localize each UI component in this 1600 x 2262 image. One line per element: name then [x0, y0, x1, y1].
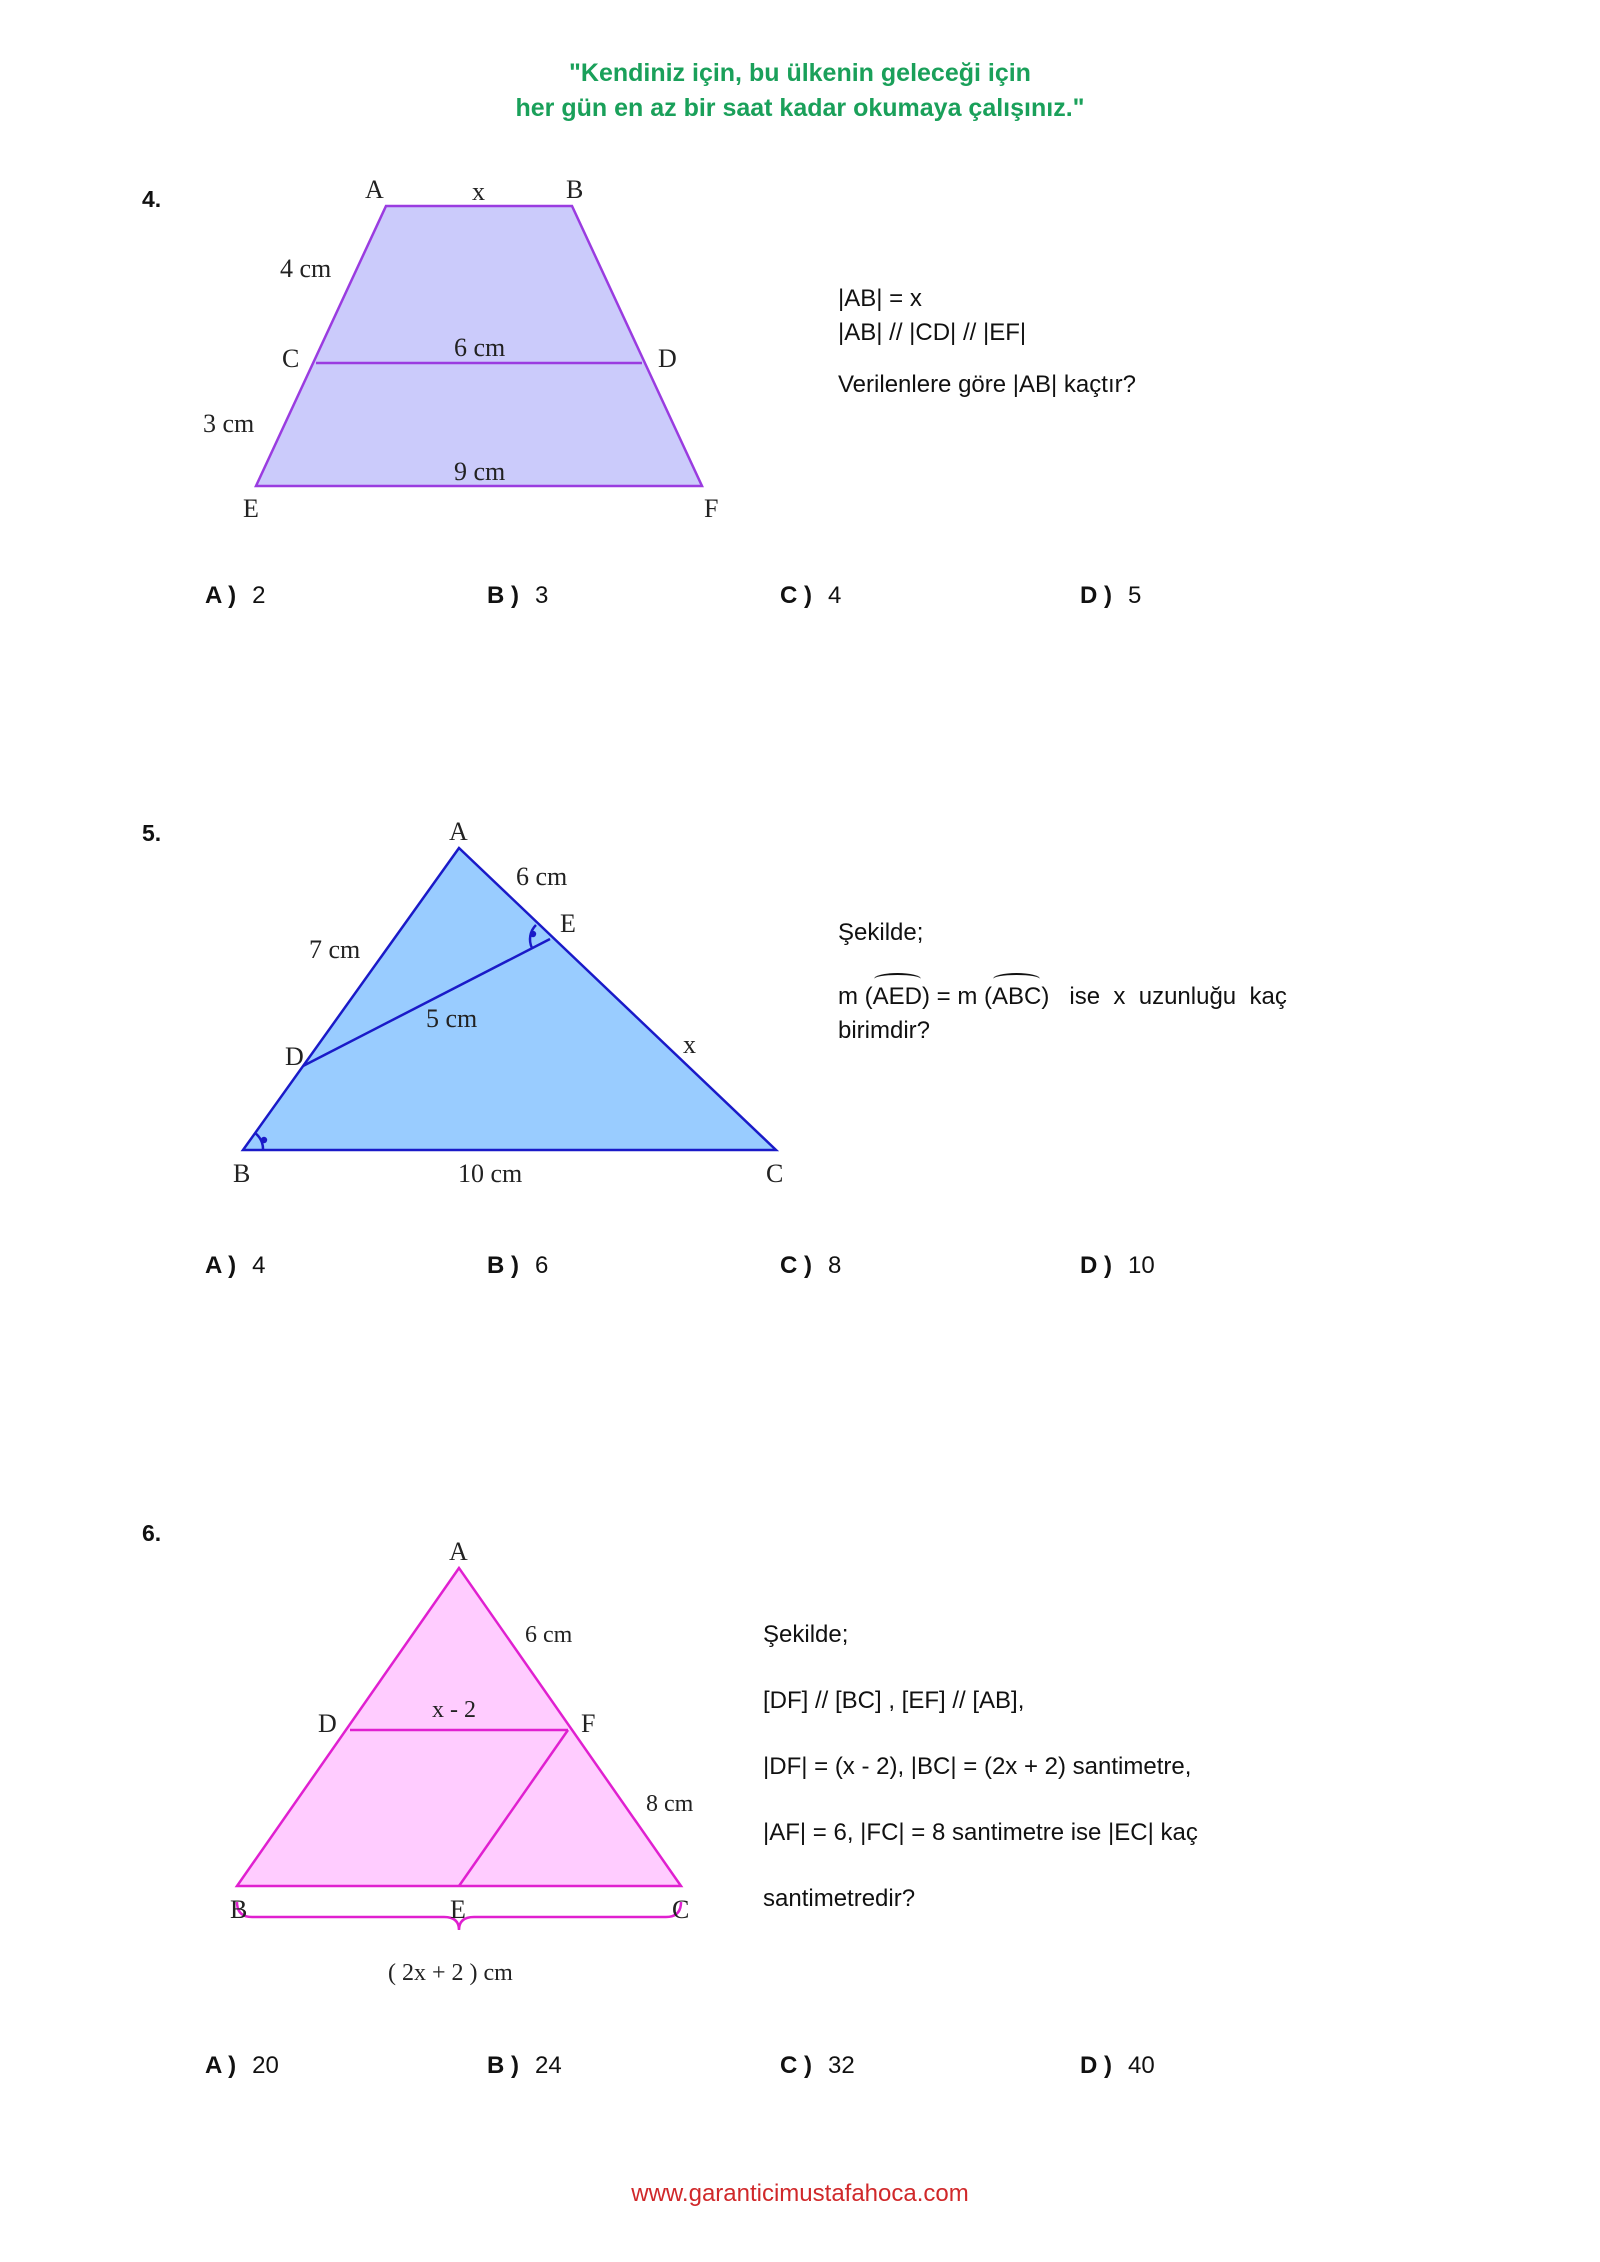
- choice-value: 4: [828, 582, 842, 609]
- choice-letter: A ): [205, 2052, 237, 2079]
- label-a: A: [449, 1537, 468, 1566]
- choice-value: 5: [1128, 582, 1142, 609]
- q4-given-2: |AB| // |CD| // |EF|: [838, 319, 1027, 346]
- q5-choice-b[interactable]: [487, 1252, 548, 1280]
- q5-text: m (: [838, 983, 873, 1010]
- angle-dot-e: [530, 931, 536, 937]
- q5-choice-d[interactable]: [1080, 1252, 1155, 1280]
- label-ec-length: x: [683, 1030, 696, 1059]
- q6-line: |DF| = (x - 2), |BC| = (2x + 2) santimetre,: [763, 1753, 1192, 1780]
- triangle-figure-6: [200, 1530, 760, 2010]
- label-af-length: 6 cm: [525, 1622, 573, 1648]
- angle-aed: AED: [873, 980, 922, 1014]
- q4-given-1: |AB| = x: [838, 285, 922, 312]
- q4-choice-c[interactable]: [780, 582, 841, 610]
- q4-question: Verilenlere göre |AB| kaçtır?: [838, 371, 1136, 398]
- triangle-abc: [243, 848, 776, 1150]
- label-f: F: [704, 494, 719, 523]
- q4-choice-b[interactable]: [487, 582, 548, 610]
- header-line-2: her gün en az bir saat kadar okumaya çalışınız.": [515, 94, 1085, 122]
- label-ad-length: 7 cm: [309, 935, 361, 964]
- q4-choice-d[interactable]: [1080, 582, 1141, 610]
- choice-value: 10: [1128, 1252, 1155, 1279]
- label-c: C: [672, 1895, 690, 1924]
- label-c: C: [282, 344, 300, 373]
- triangle-figure-5: [200, 810, 820, 1200]
- choice-value: 2: [252, 582, 266, 609]
- choice-value: 8: [828, 1252, 842, 1279]
- q5-choice-a[interactable]: [205, 1252, 265, 1280]
- choice-letter: D ): [1080, 1252, 1112, 1279]
- label-bc-length: 10 cm: [458, 1159, 523, 1188]
- label-x: x: [472, 177, 485, 206]
- q5-text: ) = m (: [922, 983, 993, 1010]
- footer-url[interactable]: www.garanticimustafahoca.com: [631, 2180, 969, 2207]
- q4-choice-a[interactable]: [205, 582, 265, 610]
- question-5-text: [838, 916, 1358, 1048]
- q6-line: [DF] // [BC] , [EF] // [AB],: [763, 1687, 1025, 1714]
- question-6-text: [763, 1618, 1198, 1948]
- choice-letter: B ): [487, 2052, 519, 2079]
- angle-abc: ABC: [992, 980, 1041, 1014]
- q6-line: santimetredir?: [763, 1885, 916, 1912]
- label-bc-length: ( 2x + 2 ) cm: [388, 1960, 513, 1986]
- label-e: E: [243, 494, 259, 523]
- triangle-abc: [237, 1568, 681, 1886]
- label-d: D: [658, 344, 677, 373]
- label-de-length: 5 cm: [426, 1004, 478, 1033]
- choice-letter: C ): [780, 2052, 812, 2079]
- label-ac-length: 4 cm: [280, 254, 332, 283]
- label-f: F: [581, 1709, 596, 1738]
- choice-letter: A ): [205, 1252, 237, 1279]
- choice-letter: A ): [205, 582, 237, 609]
- label-d: D: [285, 1042, 304, 1071]
- question-4-text: [838, 282, 1136, 402]
- q6-choice-d[interactable]: [1080, 2052, 1155, 2080]
- label-ce-length: 3 cm: [203, 409, 255, 438]
- choice-value: 4: [252, 1252, 266, 1279]
- trapezoid-figure: [190, 160, 750, 530]
- choice-value: 6: [535, 1252, 549, 1279]
- choice-letter: D ): [1080, 582, 1112, 609]
- label-b: B: [230, 1895, 248, 1924]
- label-d: D: [318, 1709, 337, 1738]
- choice-letter: D ): [1080, 2052, 1112, 2079]
- q5-intro: Şekilde;: [838, 919, 924, 946]
- q6-choice-b[interactable]: [487, 2052, 562, 2080]
- choice-letter: B ): [487, 582, 519, 609]
- label-e: E: [450, 1895, 466, 1924]
- label-ae-length: 6 cm: [516, 862, 568, 891]
- q5-text: ) ise x uzunluğu kaç: [1041, 983, 1287, 1010]
- label-a: A: [365, 175, 384, 204]
- label-cd-length: 6 cm: [454, 333, 506, 362]
- label-df-length: x - 2: [432, 1697, 476, 1723]
- label-a: A: [449, 817, 468, 846]
- choice-value: 20: [252, 2052, 279, 2079]
- q5-question-line-2: birimdir?: [838, 1017, 931, 1044]
- choice-letter: B ): [487, 1252, 519, 1279]
- angle-dot-b: [261, 1137, 267, 1143]
- q5-choice-c[interactable]: [780, 1252, 841, 1280]
- choice-value: 24: [535, 2052, 562, 2079]
- label-e: E: [560, 909, 576, 938]
- q6-line: |AF| = 6, |FC| = 8 santimetre ise |EC| kaç: [763, 1819, 1198, 1846]
- choice-value: 32: [828, 2052, 855, 2079]
- question-5-number: 5.: [142, 820, 162, 846]
- choice-value: 3: [535, 582, 549, 609]
- label-c: C: [766, 1159, 784, 1188]
- choice-letter: C ): [780, 582, 812, 609]
- motivational-header: [0, 56, 1600, 126]
- q6-choice-a[interactable]: [205, 2052, 279, 2080]
- question-6-number: 6.: [142, 1520, 162, 1546]
- label-b: B: [233, 1159, 251, 1188]
- q6-choice-c[interactable]: [780, 2052, 855, 2080]
- header-line-1: "Kendiniz için, bu ülkenin geleceği için: [569, 59, 1031, 87]
- choice-letter: C ): [780, 1252, 812, 1279]
- label-ef-length: 9 cm: [454, 457, 506, 486]
- q5-question-line-1: [838, 980, 1358, 1014]
- choice-value: 40: [1128, 2052, 1155, 2079]
- q6-line: Şekilde;: [763, 1621, 849, 1648]
- question-4-number: 4.: [142, 186, 162, 212]
- label-fc-length: 8 cm: [646, 1791, 694, 1817]
- label-b: B: [566, 175, 584, 204]
